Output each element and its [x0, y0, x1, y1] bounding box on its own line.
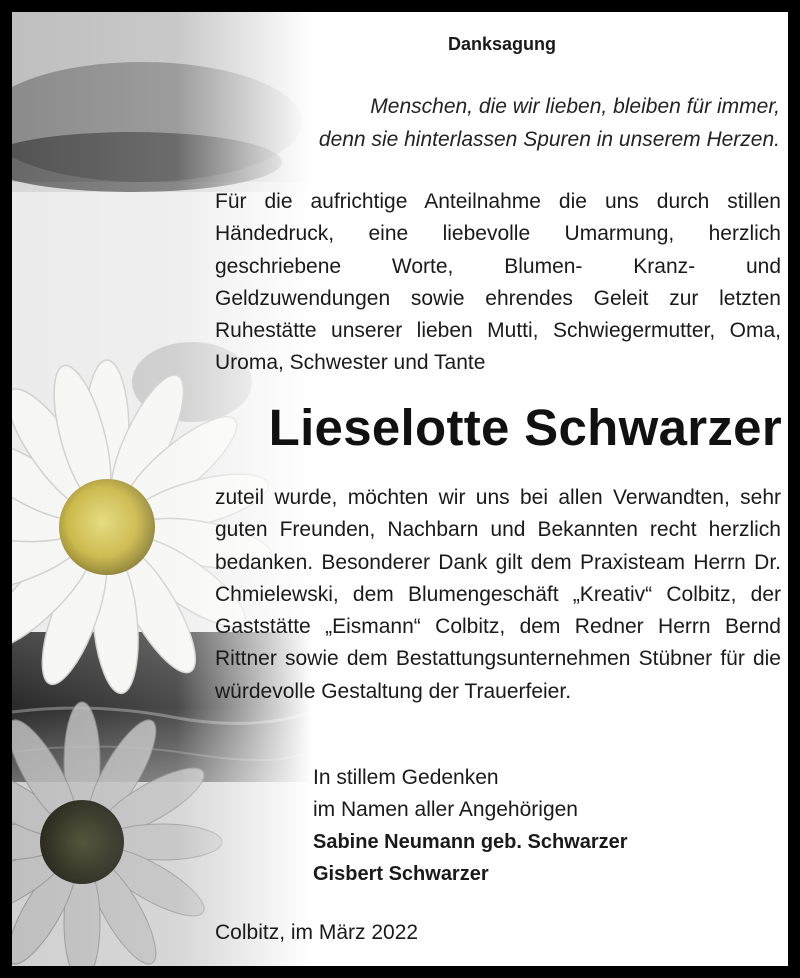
closing-block: [313, 762, 628, 890]
thanks-paragraph-details: zuteil wurde, möchten wir uns bei allen Verwandten, sehr guten Freunden, Nachbarn und Bekannten recht herzlich bedanken. Besonderer Dank gilt dem Praxisteam Herrn Dr. Chmielewski, dem Blumengeschäft „Kreativ“ Colbitz, der Gaststätte „Eismann“ Colbitz, dem Redner Herrn Bernd Rittner sowie dem Bestattungsunternehmen Stübner für die würdevolle Gestaltung der Trauerfeier.: [215, 486, 781, 703]
closing-line: im Namen aller Angehörigen: [313, 798, 578, 821]
motto-quote: [212, 90, 780, 156]
signer-name: Gisbert Schwarzer: [313, 863, 489, 885]
notice-heading: Danksagung: [447, 34, 557, 54]
signer-name: Sabine Neumann geb. Schwarzer: [313, 831, 628, 853]
motto-line: denn sie hinterlassen Spuren in unserem Herzen.: [318, 128, 780, 151]
deceased-name: Lieselotte Schwarzer: [268, 399, 782, 456]
place-date: Colbitz, im März 2022: [215, 921, 419, 944]
thanks-paragraph-intro: Für die aufrichtige Anteilnahme die uns durch stillen Händedruck, eine liebevolle Umarmung, herzlich geschriebene Worte, Blumen- Kranz- und Geldzuwendungen sowie ehrendes Geleit zur letzten Ruhestätte unserer lieben Mutti, Schwiegermutter, Oma, Uroma, Schwester und Tante: [215, 190, 781, 375]
closing-line: In stillem Gedenken: [313, 766, 499, 789]
motto-line: Menschen, die wir lieben, bleiben für immer,: [370, 95, 780, 118]
